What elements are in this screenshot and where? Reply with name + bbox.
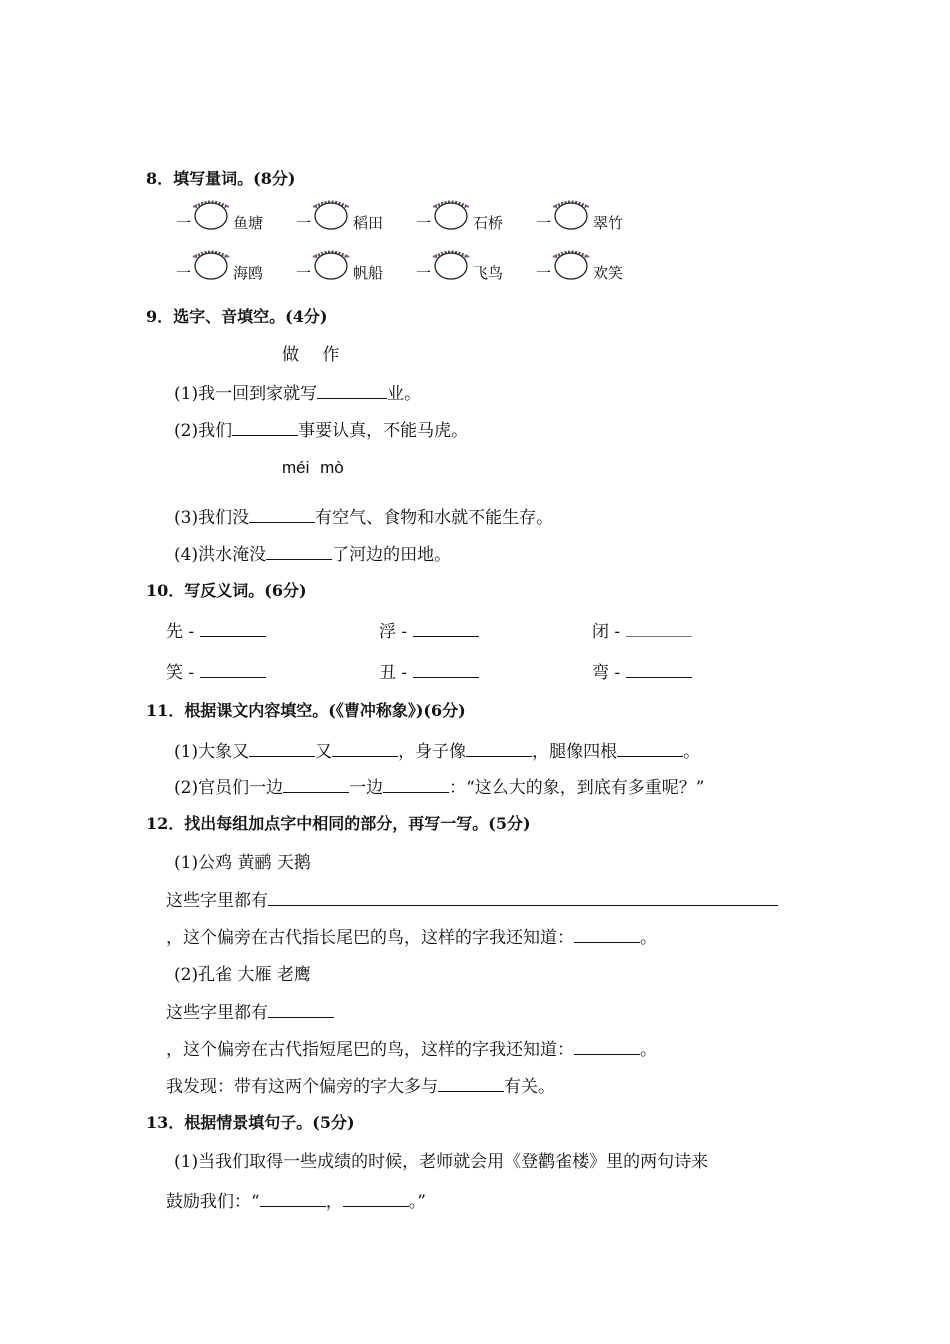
yi-label: 一 (296, 264, 312, 282)
noun-word: 翠竹 (593, 214, 624, 232)
antonym-3: 闭 - (592, 617, 692, 642)
noun-word: 稻田 (353, 214, 384, 232)
answer-blank[interactable] (466, 738, 532, 757)
noun-word: 飞鸟 (473, 264, 504, 282)
answer-blank[interactable] (383, 774, 449, 793)
q12-group-1: (1)公鸡 黄鹂 天鹅 (174, 853, 311, 873)
pinyin-choices: méi mò (282, 458, 344, 477)
measure-word-item (416, 248, 503, 283)
measure-word-item (176, 248, 263, 283)
answer-blank[interactable] (574, 1036, 640, 1055)
answer-blank[interactable] (266, 541, 332, 560)
q13-line-1: (1)当我们取得一些成绩的时候，老师就会用《登鹳雀楼》里的两句诗来 (174, 1152, 709, 1172)
antonym-1: 先 - (166, 617, 266, 642)
q11-item-1: (1)大象又 又 ，身子像 ，腿像四根 。 (174, 737, 700, 762)
noun-word: 石桥 (473, 214, 504, 232)
answer-blank[interactable] (438, 1073, 504, 1092)
q12-has-2: 这些字里都有 (166, 998, 334, 1023)
answer-blank[interactable] (232, 417, 298, 436)
antonym-5: 丑 - (379, 658, 479, 683)
q12-discovery: 我发现：带有这两个偏旁的字大多与 有关。 (166, 1072, 555, 1097)
answer-blank[interactable] (249, 504, 315, 523)
measure-word-grid (176, 198, 656, 298)
measure-word-item (296, 248, 383, 283)
question-9-title: 9．选字、音填空。(4分) (146, 307, 328, 326)
answer-blank[interactable] (626, 659, 692, 678)
answer-blank[interactable] (574, 924, 640, 943)
q12-short-tail: ，这个偏旁在古代指短尾巴的鸟，这样的字我还知道： 。 (166, 1035, 657, 1060)
q12-long-tail: ，这个偏旁在古代指长尾巴的鸟，这样的字我还知道： 。 (166, 923, 657, 948)
yi-label: 一 (416, 264, 432, 282)
answer-blank[interactable] (249, 738, 315, 757)
measure-word-item (176, 198, 263, 233)
antonym-6: 弯 - (592, 658, 692, 683)
noun-word: 鱼塘 (233, 214, 264, 232)
question-11-title: 11．根据课文内容填空。(《曹冲称象》)(6分) (146, 701, 466, 720)
measure-word-circle[interactable] (191, 248, 231, 280)
q12-has-1: 这些字里都有 (166, 886, 778, 911)
yi-label: 一 (176, 214, 192, 232)
q9-item-2: (2)我们 事要认真，不能马虎。 (174, 416, 468, 441)
q9-item-1: (1)我一回到家就写 业。 (174, 379, 421, 404)
question-13-title: 13．根据情景填句子。(5分) (146, 1113, 355, 1132)
char-choices: 做 作 (282, 345, 340, 365)
measure-word-item (536, 248, 623, 283)
measure-word-circle[interactable] (311, 248, 351, 280)
noun-word: 欢笑 (593, 264, 624, 282)
noun-word: 帆船 (353, 264, 384, 282)
answer-blank[interactable] (268, 999, 334, 1018)
answer-blank[interactable] (617, 738, 683, 757)
question-8-title: 8．填写量词。(8分) (146, 169, 296, 188)
question-12-title: 12．找出每组加点字中相同的部分，再写一写。(5分) (146, 814, 531, 833)
yi-label: 一 (536, 214, 552, 232)
answer-blank[interactable] (260, 1188, 326, 1207)
yi-label: 一 (536, 264, 552, 282)
answer-blank[interactable] (317, 380, 387, 399)
antonym-2: 浮 - (379, 617, 479, 642)
answer-blank[interactable] (332, 738, 398, 757)
q11-item-2: (2)官员们一边 一边 ：“这么大的象，到底有多重呢？” (174, 773, 704, 798)
measure-word-item (536, 198, 623, 233)
measure-word-circle[interactable] (431, 198, 471, 230)
question-10-title: 10．写反义词。(6分) (146, 581, 307, 600)
measure-word-circle[interactable] (551, 248, 591, 280)
answer-blank[interactable] (200, 618, 266, 637)
measure-word-circle[interactable] (311, 198, 351, 230)
answer-blank[interactable] (283, 774, 349, 793)
antonym-4: 笑 - (166, 658, 266, 683)
measure-word-item (296, 198, 383, 233)
q9-item-3: (3)我们没 有空气、食物和水就不能生存。 (174, 503, 553, 528)
answer-blank[interactable] (200, 659, 266, 678)
answer-blank[interactable] (268, 887, 778, 906)
yi-label: 一 (176, 264, 192, 282)
measure-word-item (416, 198, 503, 233)
yi-label: 一 (296, 214, 312, 232)
yi-label: 一 (416, 214, 432, 232)
answer-blank[interactable] (626, 618, 692, 637)
q12-group-2: (2)孔雀 大雁 老鹰 (174, 965, 311, 985)
q13-line-2: 鼓励我们：“ ， 。” (166, 1187, 426, 1212)
measure-word-circle[interactable] (551, 198, 591, 230)
measure-word-circle[interactable] (191, 198, 231, 230)
answer-blank[interactable] (413, 659, 479, 678)
noun-word: 海鸥 (233, 264, 264, 282)
answer-blank[interactable] (343, 1188, 409, 1207)
answer-blank[interactable] (413, 618, 479, 637)
measure-word-circle[interactable] (431, 248, 471, 280)
q9-item-4: (4)洪水淹没 了河边的田地。 (174, 540, 451, 565)
